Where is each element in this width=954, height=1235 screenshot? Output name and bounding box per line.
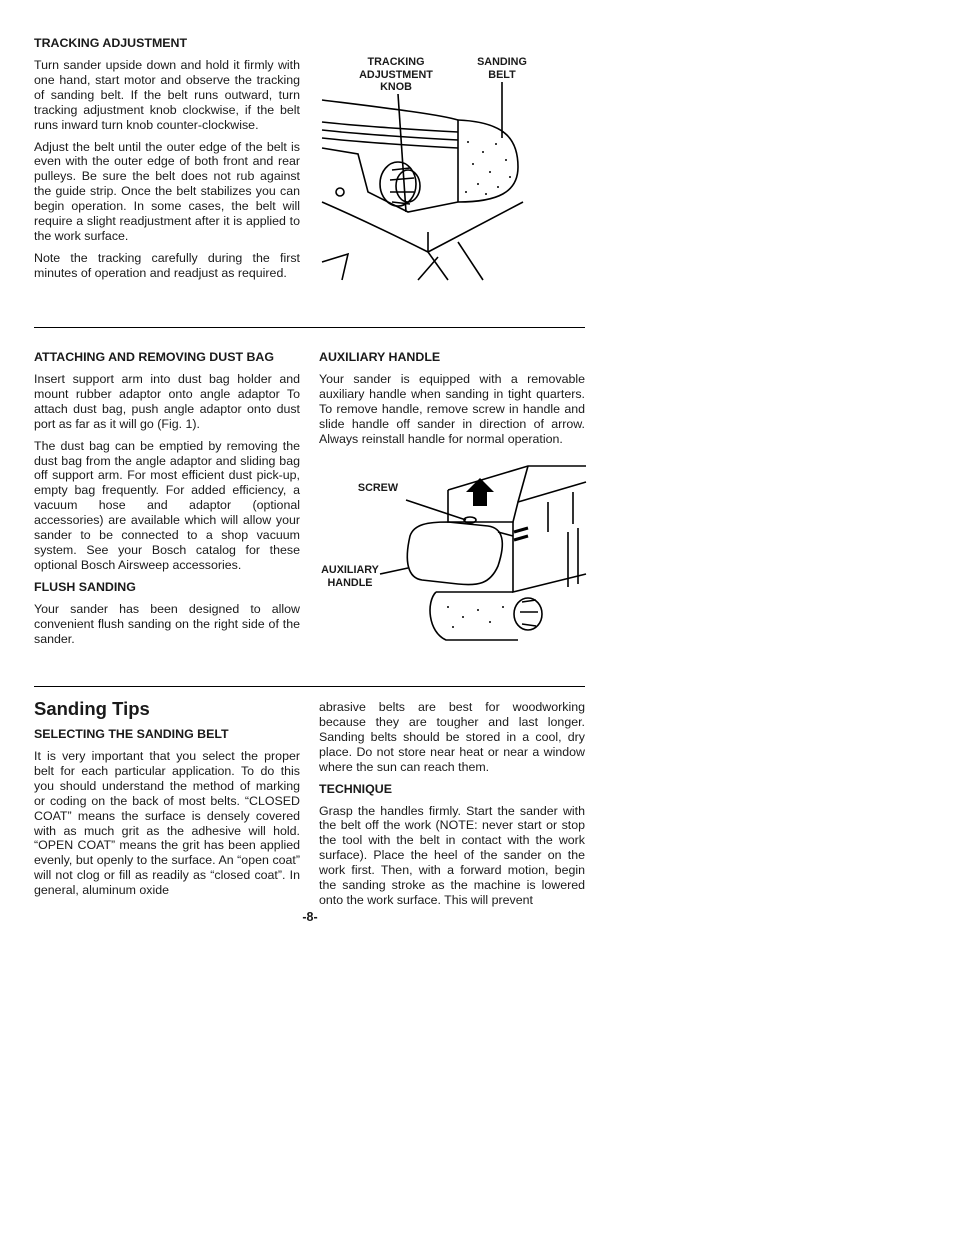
tracking-section bbox=[34, 36, 300, 288]
auxiliary-heading: AUXILIARY HANDLE bbox=[319, 350, 441, 364]
auxiliary-handle-label: AUXILIARY HANDLE bbox=[321, 564, 379, 589]
tracking-heading: TRACKING ADJUSTMENT bbox=[34, 36, 188, 50]
tracking-paragraph-3: Note the tracking carefully during the first minutes of operation and readjust as required. bbox=[34, 250, 300, 280]
dustbag-paragraph-1: Insert support arm into dust bag holder and mount rubber adaptor onto angle adaptor To attach dust bag, push angle adaptor onto dust port as far as it will go (Fig. 1). bbox=[34, 372, 300, 431]
technique-heading: TECHNIQUE bbox=[319, 781, 392, 796]
divider-1 bbox=[34, 327, 585, 328]
arrow-icon bbox=[466, 478, 494, 506]
auxiliary-paragraph-1: Your sander is equipped with a removable auxiliary handle when sanding in tight quarters. To remove handle, remove screw in handle and slide handle off sander in direction of arrow. Always reinstall handle for normal operation. bbox=[319, 372, 585, 446]
tips-right-column bbox=[319, 700, 585, 915]
divider-2 bbox=[34, 686, 585, 687]
sanding-belt-label: SANDING BELT bbox=[477, 56, 527, 81]
sanding-tips-title: Sanding Tips bbox=[34, 698, 150, 719]
tracking-paragraph-2: Adjust the belt until the outer edge of the belt is even with the outer edge of both front and rear pulleys. Be sure the belt does not rub against the guide strip. Once the belt stabilizes you can begin operation. In some cases, the belt will require a slight readjustment after it is applied to the work surface. bbox=[34, 139, 300, 243]
tracking-paragraph-1: Turn sander upside down and hold it firmly with one hand, start motor and observe the tracking of sanding belt. If the belt runs outward, turn tracking adjustment knob clockwise, if the belt runs inward turn knob counter-clockwise. bbox=[34, 58, 300, 132]
flush-heading: FLUSH SANDING bbox=[34, 579, 136, 594]
screw-label: SCREW bbox=[357, 482, 399, 494]
dustbag-section bbox=[34, 350, 300, 654]
flush-paragraph-1: Your sander has been designed to allow convenient flush sanding on the right side of the sander. bbox=[34, 601, 300, 646]
tips-left-column bbox=[34, 698, 300, 905]
selecting-belt-heading: SELECTING THE SANDING BELT bbox=[34, 727, 229, 741]
dustbag-paragraph-2: The dust bag can be emptied by removing the dust bag from the angle adaptor and sliding bag off support arm. For most efficient dust pick-up, empty bag frequently. For added efficiency, a vacuum hose and adaptor (optional accessories) are available which will allow your sander to be connected to a shop vacuum system. See your Bosch catalog for these optional Bosch Airsweep accessories. bbox=[34, 438, 300, 572]
dustbag-heading: ATTACHING AND REMOVING DUST BAG bbox=[34, 350, 275, 364]
tracking-figure bbox=[318, 52, 588, 284]
tracking-knob-label: TRACKING ADJUSTMENT KNOB bbox=[359, 56, 433, 93]
selecting-belt-paragraph-1: It is very important that you select the proper belt for each particular application. To do this you should understand the method of marking or coding on the back of most belts. “CLOSED COAT” means the surface is densely covered with as much grit as the adhesive will hold. “OPEN COAT” means the grit has been applied evenly, but openly to the surface. An “open coat” will not clog or fill as readily as “closed coat”. In general, aluminum oxide bbox=[34, 749, 300, 898]
auxiliary-section bbox=[319, 350, 585, 454]
sander-tracking-illustration bbox=[318, 52, 588, 284]
sander-handle-illustration bbox=[318, 462, 588, 642]
selecting-belt-paragraph-2: abrasive belts are best for woodworking because they are tougher and last longer. Sanding belts should be stored in a cool, dry place. Do not store near heat or near a window where the sun can reach them. bbox=[319, 700, 585, 774]
handle-figure bbox=[318, 462, 588, 642]
page-number: -8- bbox=[302, 910, 318, 924]
technique-paragraph-1: Grasp the handles firmly. Start the sander with the belt off the work (NOTE: never start or stop the tool with the belt in contact with the work surface). Place the heel of the sander on the work first. Then, with a forward motion, begin the sanding stroke as the machine is lowered onto the work surface. This will prevent bbox=[319, 803, 585, 907]
